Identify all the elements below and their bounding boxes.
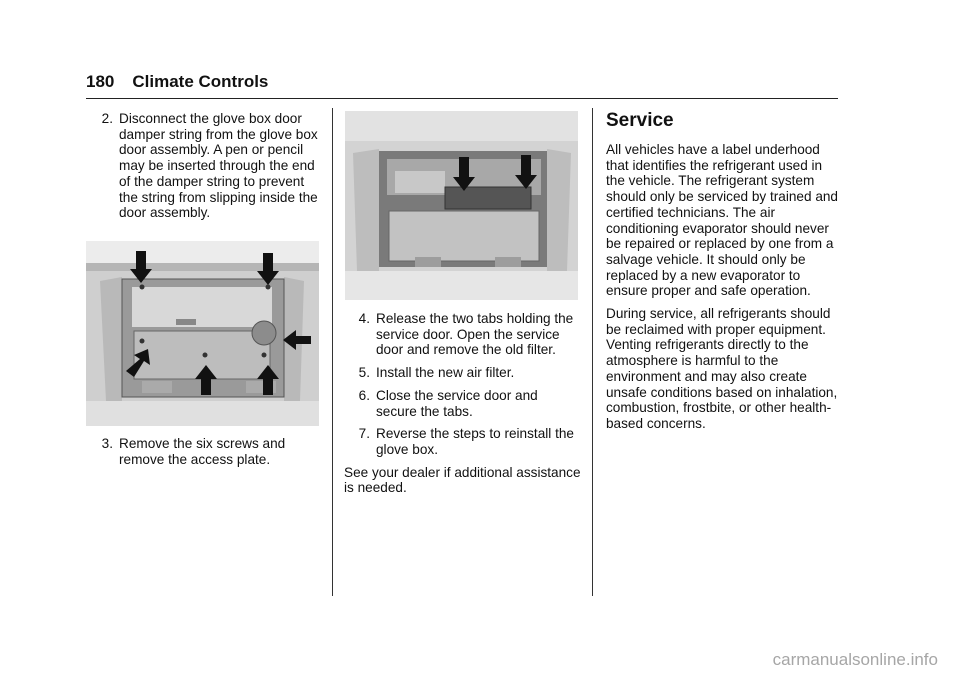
service-paragraph-2: During service, all refrigerants should be reclaimed with proper equipment. Venting refrigerants directly to the atmosphere is harmful to the environment and may also create unsafe conditions based on inhalation, combustion, frostbite, or other health-based concerns. — [606, 306, 838, 431]
column-1-lower — [89, 436, 321, 474]
step-text: Disconnect the glove box door damper string from the glove box door assembly. A pen or pencil may be inserted through the end of the damper string to prevent the string from slipping inside the door assembly. — [119, 111, 318, 221]
page-header — [86, 72, 268, 92]
column-1 — [89, 111, 321, 228]
step-5 — [346, 365, 582, 381]
step-number: 6. — [358, 387, 370, 403]
column-divider-2 — [592, 108, 593, 596]
glove-box-access-plate-illustration — [86, 241, 319, 426]
step-7 — [346, 426, 582, 457]
step-text: Release the two tabs holding the service door. Open the service door and remove the old filter. — [376, 311, 574, 358]
step-number: 3. — [101, 436, 113, 451]
step-6 — [346, 388, 582, 419]
step-text: Reverse the steps to reinstall the glove box. — [376, 426, 574, 457]
step-text: Close the service door and secure the tabs. — [376, 387, 538, 419]
watermark: carmanualsonline.info — [772, 650, 938, 669]
step-4 — [346, 311, 582, 358]
step-number: 7. — [358, 426, 370, 442]
page-number: 180 — [86, 72, 115, 91]
section-heading: Service — [606, 110, 674, 131]
step-number: 2. — [101, 111, 113, 126]
step-3 — [89, 436, 321, 467]
column-divider-1 — [332, 108, 333, 596]
step-number: 4. — [358, 311, 370, 326]
service-paragraph-1: All vehicles have a label underhood that identifies the refrigerant used in the vehicle. The refrigerant system should only be serviced by trained and certified technicians. The air conditioning evaporator should never be repaired or replaced by one from a salvage vehicle. It should only be replaced by a new evaporator to ensure proper and safe operation. — [606, 142, 838, 299]
step-text: Remove the six screws and remove the access plate. — [119, 436, 286, 467]
column-3 — [606, 110, 842, 439]
dealer-note: See your dealer if additional assistance is needed. — [344, 464, 581, 496]
step-2 — [89, 111, 321, 221]
section-title: Climate Controls — [132, 72, 269, 91]
service-door-illustration — [345, 111, 578, 300]
column-2 — [346, 311, 582, 503]
header-rule — [86, 98, 838, 99]
step-number: 5. — [358, 365, 370, 381]
step-text: Install the new air filter. — [376, 365, 515, 381]
